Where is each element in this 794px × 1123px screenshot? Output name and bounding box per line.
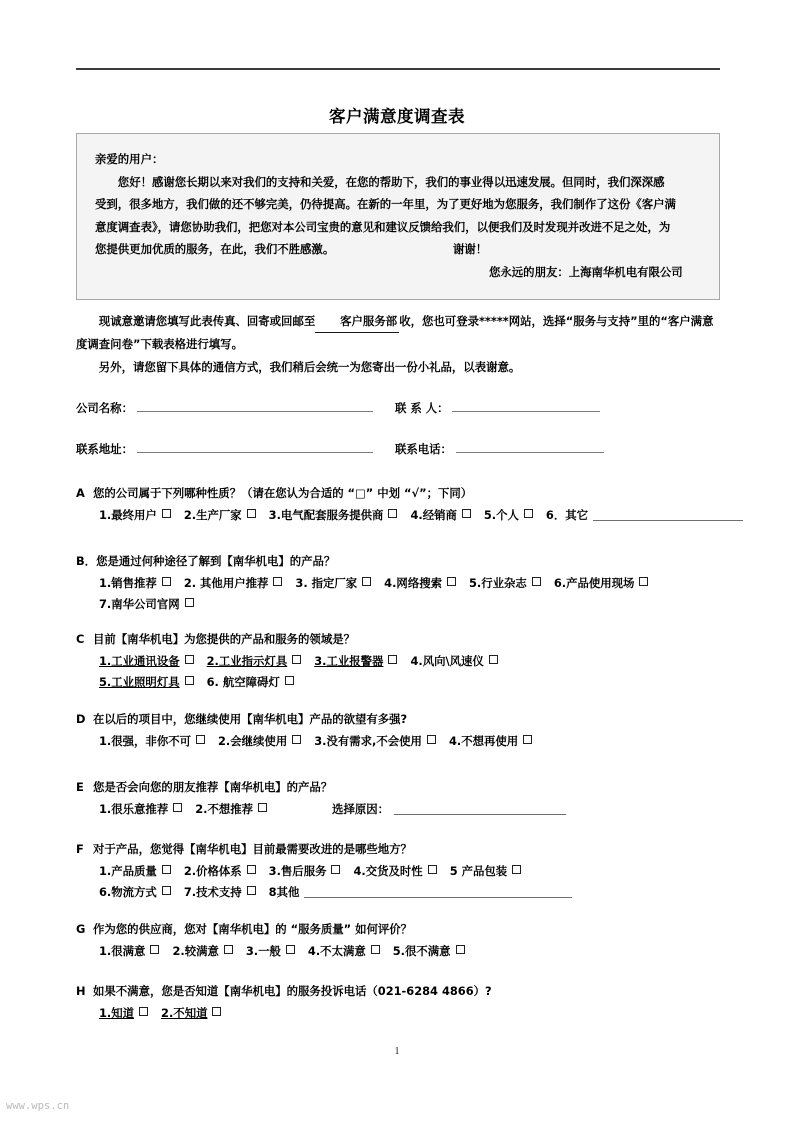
option-label: 2. 其他用户推荐 bbox=[183, 576, 269, 590]
checkbox[interactable] bbox=[185, 655, 194, 664]
option-item bbox=[546, 505, 743, 526]
option-item[interactable] bbox=[99, 1003, 148, 1024]
checkbox[interactable] bbox=[258, 803, 267, 812]
option-item[interactable] bbox=[295, 573, 371, 594]
option-label: 5.很不满意 bbox=[392, 944, 451, 958]
checkbox[interactable] bbox=[639, 577, 648, 586]
option-row bbox=[76, 941, 776, 962]
option-row bbox=[76, 861, 776, 882]
intro-signoff: 您永远的朋友：上海南华机电有限公司 bbox=[489, 264, 683, 279]
option-item[interactable] bbox=[484, 505, 533, 526]
checkbox[interactable] bbox=[292, 655, 301, 664]
checkbox[interactable] bbox=[388, 509, 397, 518]
option-label: 3.电气配套服务提供商 bbox=[268, 508, 384, 522]
write-in-input[interactable] bbox=[593, 508, 743, 521]
checkbox[interactable] bbox=[447, 577, 456, 586]
option-label: 2.会继续使用 bbox=[218, 734, 288, 748]
question-b bbox=[76, 551, 776, 615]
option-label: 1.产品质量 bbox=[99, 864, 157, 878]
question-text: 目前【南华机电】为您提供的产品和服务的领域是？ bbox=[93, 632, 355, 646]
question-letter: E bbox=[76, 780, 84, 794]
question-heading bbox=[76, 981, 776, 1001]
option-row bbox=[76, 799, 776, 820]
question-heading bbox=[76, 483, 776, 503]
option-item[interactable] bbox=[384, 573, 456, 594]
checkbox[interactable] bbox=[292, 735, 301, 744]
option-label: 5.个人 bbox=[483, 508, 519, 522]
checkbox[interactable] bbox=[512, 865, 521, 874]
option-item[interactable] bbox=[269, 861, 341, 882]
option-item[interactable] bbox=[269, 505, 398, 526]
checkbox[interactable] bbox=[273, 577, 282, 586]
checkbox[interactable] bbox=[185, 676, 194, 685]
option-item[interactable] bbox=[99, 861, 171, 882]
option-row bbox=[76, 505, 776, 526]
checkbox[interactable] bbox=[489, 655, 498, 664]
contact-row-address bbox=[76, 439, 604, 457]
checkbox[interactable] bbox=[462, 509, 471, 518]
invitation-paragraph bbox=[76, 310, 724, 355]
contact-row-company bbox=[76, 398, 600, 416]
invitation-text-before: 现诚意邀请您填写此表传真、回寄或回邮至 bbox=[98, 314, 316, 328]
option-label: 2.不知道 bbox=[161, 1006, 208, 1020]
option-item[interactable] bbox=[99, 505, 171, 526]
option-label: 3.没有需求,不会使用 bbox=[314, 734, 422, 748]
intro-line-2: 受到，很多地方，我们做的还不够完美，仍待提高。在新的一年里，为了更好地为您服务，我们制作了这份《客户满 bbox=[95, 197, 676, 211]
question-d bbox=[76, 709, 776, 752]
option-item[interactable] bbox=[184, 573, 283, 594]
question-letter: C bbox=[76, 632, 85, 646]
header-rule bbox=[76, 68, 720, 70]
checkbox[interactable] bbox=[162, 509, 171, 518]
checkbox[interactable] bbox=[224, 945, 233, 954]
option-label: 5.工业照明灯具 bbox=[99, 675, 180, 689]
option-label: 4.网络搜索 bbox=[384, 576, 442, 590]
checkbox[interactable] bbox=[173, 803, 182, 812]
option-item[interactable] bbox=[161, 1003, 221, 1024]
option-label: 2.较满意 bbox=[172, 944, 219, 958]
option-item[interactable] bbox=[207, 672, 294, 693]
option-label: 2.工业指示灯具 bbox=[206, 654, 288, 668]
intro-line-1: 您好！感谢您长期以来对我们的支持和关爱，在您的帮助下，我们的事业得以迅速发展。但同时，我们深深感 bbox=[117, 174, 665, 189]
option-label: 1.最终用户 bbox=[99, 508, 157, 522]
checkbox[interactable] bbox=[162, 865, 171, 874]
checkbox[interactable] bbox=[285, 676, 294, 685]
option-label: 6.物流方式 bbox=[99, 885, 157, 899]
question-text: 您是通过何种途径了解到【南华机电】的产品？ bbox=[96, 554, 336, 568]
question-heading bbox=[76, 629, 776, 649]
option-item[interactable] bbox=[184, 882, 256, 903]
option-row bbox=[76, 651, 776, 672]
option-item[interactable] bbox=[195, 799, 267, 820]
option-item[interactable] bbox=[410, 505, 470, 526]
question-e bbox=[76, 777, 776, 820]
checkbox[interactable] bbox=[139, 1007, 148, 1016]
contact-person-label: 联 系 人： bbox=[394, 401, 449, 415]
intro-line-3: 意度调查表》，请您协助我们，把您对本公司宝贵的意见和建议反馈给我们，以便我们及时发现并改进不足之处，为 bbox=[95, 219, 671, 234]
question-letter: D bbox=[76, 712, 86, 726]
option-item[interactable] bbox=[99, 651, 194, 672]
question-heading bbox=[76, 777, 776, 797]
question-text: 对于产品，您觉得【南华机电】目前最需要改进的是哪些地方？ bbox=[93, 842, 412, 856]
option-item[interactable] bbox=[172, 941, 232, 962]
option-item[interactable] bbox=[218, 731, 301, 752]
checkbox[interactable] bbox=[456, 945, 465, 954]
gift-paragraph: 另外，请您留下具体的通信方式，我们稍后会统一为您寄出一份小礼品，以表谢意。 bbox=[98, 360, 521, 374]
checkbox[interactable] bbox=[162, 886, 171, 895]
question-text: 在以后的项目中，您继续使用【南华机电】产品的欲望有多强? bbox=[93, 712, 408, 726]
option-label: 6.产品使用现场 bbox=[553, 576, 635, 590]
question-c bbox=[76, 629, 776, 693]
option-label: 6．其它 bbox=[545, 508, 589, 522]
checkbox[interactable] bbox=[428, 865, 437, 874]
question-heading bbox=[76, 839, 776, 859]
option-item[interactable] bbox=[99, 941, 159, 962]
option-label: 2.不想推荐 bbox=[195, 802, 254, 816]
option-label: 1.很强，非你不可 bbox=[99, 734, 191, 748]
question-text: 如果不满意，您是否知道【南华机电】的服务投诉电话（021-6284 4866）? bbox=[93, 984, 492, 998]
page-number: 1 bbox=[394, 1046, 400, 1057]
checkbox[interactable] bbox=[247, 865, 256, 874]
checkbox[interactable] bbox=[150, 945, 159, 954]
option-label: 2.生产厂家 bbox=[183, 508, 242, 522]
company-name-label: 公司名称： bbox=[76, 401, 133, 415]
question-letter: B． bbox=[76, 554, 97, 568]
option-label: 1.销售推荐 bbox=[99, 576, 157, 590]
option-item[interactable] bbox=[99, 799, 182, 820]
question-text: 作为您的供应商，您对【南华机电】的 “服务质量” 如何评价？ bbox=[93, 922, 413, 936]
intro-thanks: 谢谢！ bbox=[453, 242, 488, 256]
question-heading bbox=[76, 709, 776, 729]
phone-input[interactable] bbox=[456, 439, 604, 453]
option-item[interactable] bbox=[393, 941, 465, 962]
option-item[interactable] bbox=[314, 651, 397, 672]
option-item[interactable] bbox=[99, 573, 171, 594]
option-item[interactable] bbox=[450, 861, 521, 882]
checkbox[interactable] bbox=[247, 509, 256, 518]
checkbox[interactable] bbox=[427, 735, 436, 744]
address-input[interactable] bbox=[137, 439, 373, 453]
invitation-text-after: 收，您也可登录*****网站，选择“服务与支持”里的“客户满意度调查问卷”下载表格进行填写。 bbox=[76, 314, 714, 351]
intro-message-box bbox=[76, 133, 720, 300]
question-letter: A bbox=[76, 486, 85, 500]
wps-watermark: www.wps.cn bbox=[6, 1100, 70, 1112]
question-f bbox=[76, 839, 776, 903]
customer-service-dept-blank: 客户服务部 bbox=[315, 310, 399, 333]
option-item[interactable] bbox=[99, 882, 171, 903]
option-item[interactable] bbox=[184, 505, 256, 526]
option-label: 2.价格体系 bbox=[183, 864, 242, 878]
option-label: 4.风向\风速仪 bbox=[410, 654, 484, 668]
option-item[interactable] bbox=[469, 573, 541, 594]
question-heading bbox=[76, 551, 776, 571]
option-row bbox=[76, 672, 776, 693]
option-label: 5 产品包装 bbox=[449, 864, 508, 878]
checkbox[interactable] bbox=[523, 735, 532, 744]
write-in-input[interactable] bbox=[304, 885, 572, 898]
question-letter: F bbox=[76, 842, 84, 856]
option-item[interactable] bbox=[99, 731, 205, 752]
option-label: 1.知道 bbox=[99, 1006, 135, 1020]
option-row bbox=[76, 1003, 776, 1024]
question-h bbox=[76, 981, 776, 1024]
option-label: 4.交货及时性 bbox=[353, 864, 423, 878]
intro-salutation: 亲爱的用户： bbox=[95, 152, 164, 166]
checkbox[interactable] bbox=[212, 1007, 221, 1016]
option-label: 1.很满意 bbox=[99, 944, 146, 958]
checkbox[interactable] bbox=[524, 509, 533, 518]
checkbox[interactable] bbox=[196, 735, 205, 744]
option-item[interactable] bbox=[207, 651, 302, 672]
option-label: 3.售后服务 bbox=[268, 864, 327, 878]
option-label: 4.不太满意 bbox=[307, 944, 366, 958]
option-label: 1.很乐意推荐 bbox=[99, 802, 169, 816]
phone-label: 联系电话： bbox=[394, 442, 452, 456]
option-label: 5.行业杂志 bbox=[469, 576, 527, 590]
contact-person-input[interactable] bbox=[452, 398, 600, 412]
option-label: 7.技术支持 bbox=[183, 885, 242, 899]
checkbox[interactable] bbox=[362, 577, 371, 586]
option-item[interactable] bbox=[449, 731, 532, 752]
question-g bbox=[76, 919, 776, 962]
option-row bbox=[76, 731, 776, 752]
option-item[interactable] bbox=[99, 594, 194, 615]
checkbox[interactable] bbox=[388, 655, 397, 664]
option-label: 4.不想再使用 bbox=[448, 734, 519, 748]
option-item[interactable] bbox=[410, 651, 497, 672]
option-item[interactable] bbox=[308, 941, 380, 962]
option-item[interactable] bbox=[246, 941, 295, 962]
option-row bbox=[76, 573, 776, 594]
option-item[interactable] bbox=[554, 573, 649, 594]
question-heading bbox=[76, 919, 776, 939]
question-text: 您是否会向您的朋友推荐【南华机电】的产品？ bbox=[93, 780, 333, 794]
option-label: 3.一般 bbox=[245, 944, 281, 958]
option-label: 8其他 bbox=[268, 885, 300, 899]
option-label: 3.工业报警器 bbox=[314, 654, 384, 668]
checkbox[interactable] bbox=[371, 945, 380, 954]
checkbox[interactable] bbox=[162, 577, 171, 586]
checkbox[interactable] bbox=[286, 945, 295, 954]
option-item[interactable] bbox=[99, 672, 194, 693]
option-item[interactable] bbox=[353, 861, 436, 882]
option-row bbox=[76, 594, 776, 615]
checkbox[interactable] bbox=[247, 886, 256, 895]
option-label: 1.工业通讯设备 bbox=[99, 654, 180, 668]
option-item[interactable] bbox=[314, 731, 436, 752]
intro-line-4 bbox=[95, 238, 703, 261]
checkbox[interactable] bbox=[532, 577, 541, 586]
question-a bbox=[76, 483, 776, 526]
option-item[interactable] bbox=[184, 861, 256, 882]
question-letter: G bbox=[76, 922, 86, 936]
question-text: 您的公司属于下列哪种性质？（请在您认为合适的 “□” 中划 “√”；下同） bbox=[93, 486, 473, 500]
write-in-input[interactable] bbox=[394, 802, 566, 815]
option-label: 6. 航空障碍灯 bbox=[206, 675, 280, 689]
intro-line-4-left: 您提供更加优质的服务，在此，我们不胜感激。 bbox=[95, 242, 335, 256]
option-row bbox=[76, 882, 776, 903]
address-label: 联系地址： bbox=[76, 442, 133, 456]
option-item bbox=[280, 799, 566, 820]
option-label: 3. 指定厂家 bbox=[295, 576, 358, 590]
option-label: 7.南华公司官网 bbox=[99, 597, 180, 611]
question-letter: H bbox=[76, 984, 86, 998]
option-item bbox=[269, 882, 573, 903]
company-name-input[interactable] bbox=[137, 398, 373, 412]
option-label: 选择原因： bbox=[332, 802, 390, 816]
checkbox[interactable] bbox=[331, 865, 340, 874]
page-title: 客户满意度调查表 bbox=[329, 107, 465, 126]
option-label: 4.经销商 bbox=[410, 508, 457, 522]
checkbox[interactable] bbox=[185, 598, 194, 607]
